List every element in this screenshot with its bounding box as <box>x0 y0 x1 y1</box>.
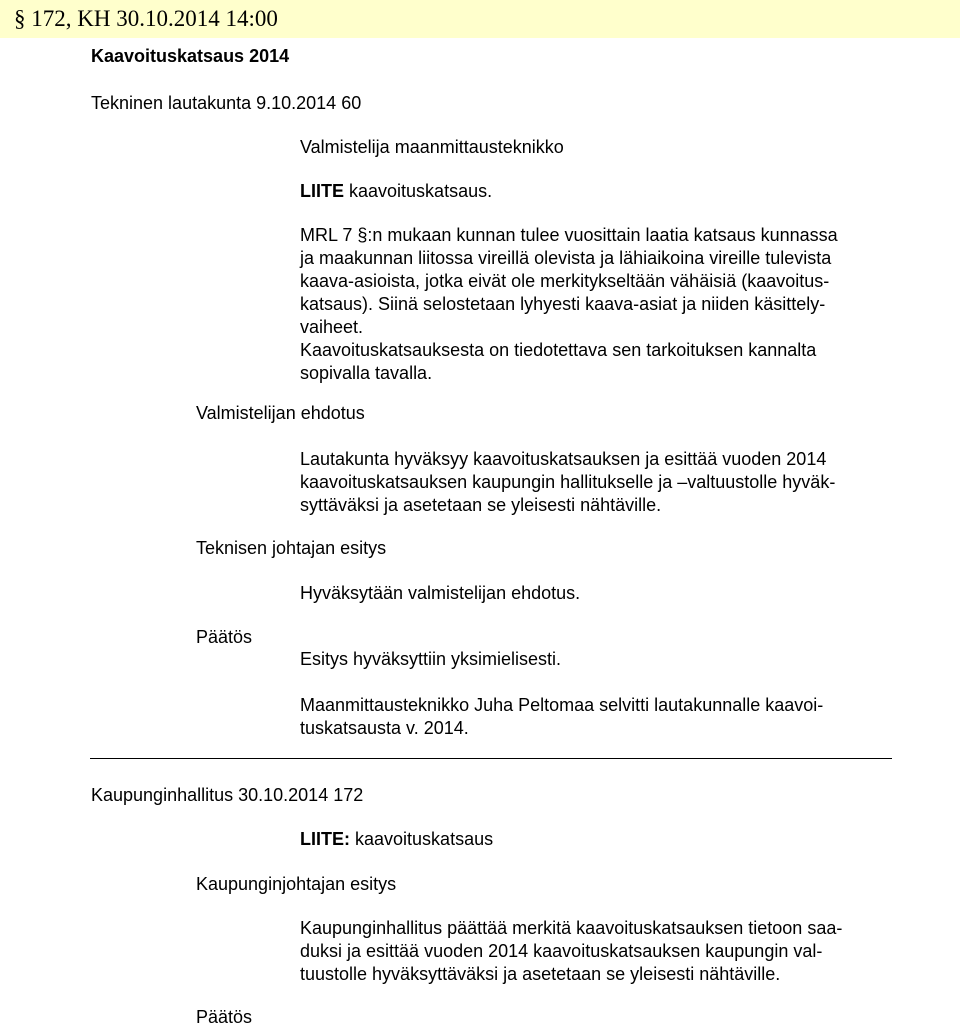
paragraph-line: vaiheet. <box>300 317 364 337</box>
paragraph-line: tuustolle hyväksyttäväksi ja asetetaan se yleisesti nähtäville. <box>300 964 781 984</box>
kh-attachment-line <box>300 828 493 851</box>
paragraph-line: sopivalla tavalla. <box>300 363 433 383</box>
technical-director-label: Teknisen johtajan esitys <box>196 538 387 558</box>
tekninen-meeting-heading: Tekninen lautakunta 9.10.2014 60 <box>91 93 362 113</box>
paragraph-line: syttäväksi ja asetetaan se yleisesti nähtäville. <box>300 495 662 515</box>
paragraph-line: Lautakunta hyväksyy kaavoituskatsauksen ja esittää vuoden 2014 <box>300 449 827 469</box>
paragraph-line: Kaupunginhallitus päättää merkitä kaavoituskatsauksen tietoon saa- <box>300 918 843 938</box>
section-label: § 172, KH 30.10.2014 14:00 <box>14 6 278 31</box>
mayor-proposal-label: Kaupunginjohtajan esitys <box>196 874 397 894</box>
kh-meeting-heading: Kaupunginhallitus 30.10.2014 172 <box>91 785 364 805</box>
attachment-line <box>300 180 492 203</box>
section-divider <box>90 758 892 759</box>
attachment-label: LIITE <box>300 181 344 201</box>
mayor-proposal-text <box>300 917 900 986</box>
document-title: Kaavoituskatsaus 2014 <box>91 46 290 66</box>
paragraph-line: ja maakunnan liitossa vireillä olevista ja lähiaikoina vireille tulevista <box>300 248 832 268</box>
decision-text: Esitys hyväksyttiin yksimielisesti. <box>300 649 562 669</box>
technical-director-text: Hyväksytään valmistelijan ehdotus. <box>300 583 581 603</box>
background-paragraph <box>300 224 900 385</box>
paragraph-line: MRL 7 §:n mukaan kunnan tulee vuosittain laatia katsaus kunnassa <box>300 225 838 245</box>
paragraph-line: duksi ja esittää vuoden 2014 kaavoituskatsauksen kaupungin val- <box>300 941 823 961</box>
decision-label: Päätös <box>196 627 253 647</box>
section-banner <box>0 0 960 38</box>
paragraph-line: kaava-asioista, jotka eivät ole merkitykseltään vähäisiä (kaavoitus- <box>300 271 830 291</box>
preparer-proposal-label: Valmistelijan ehdotus <box>196 403 365 423</box>
paragraph-line: tuskatsausta v. 2014. <box>300 718 469 738</box>
paragraph-line: Kaavoituskatsauksesta on tiedotettava sen tarkoituksen kannalta <box>300 340 817 360</box>
paragraph-line: Maanmittausteknikko Juha Peltomaa selvitti lautakunnalle kaavoi- <box>300 695 824 715</box>
preparer-proposal-text <box>300 448 900 517</box>
paragraph-line: katsaus). Siinä selostetaan lyhyesti kaava-asiat ja niiden käsittely- <box>300 294 826 314</box>
kh-attachment-label: LIITE: <box>300 829 350 849</box>
preparer-line: Valmistelija maanmittausteknikko <box>300 137 564 157</box>
attachment-name: kaavoituskatsaus. <box>349 181 493 201</box>
decision-note <box>300 694 900 740</box>
kh-attachment-name: kaavoituskatsaus <box>355 829 494 849</box>
kh-decision-label: Päätös <box>196 1007 253 1027</box>
paragraph-line: kaavoituskatsauksen kaupungin hallitukselle ja –valtuustolle hyväk- <box>300 472 836 492</box>
